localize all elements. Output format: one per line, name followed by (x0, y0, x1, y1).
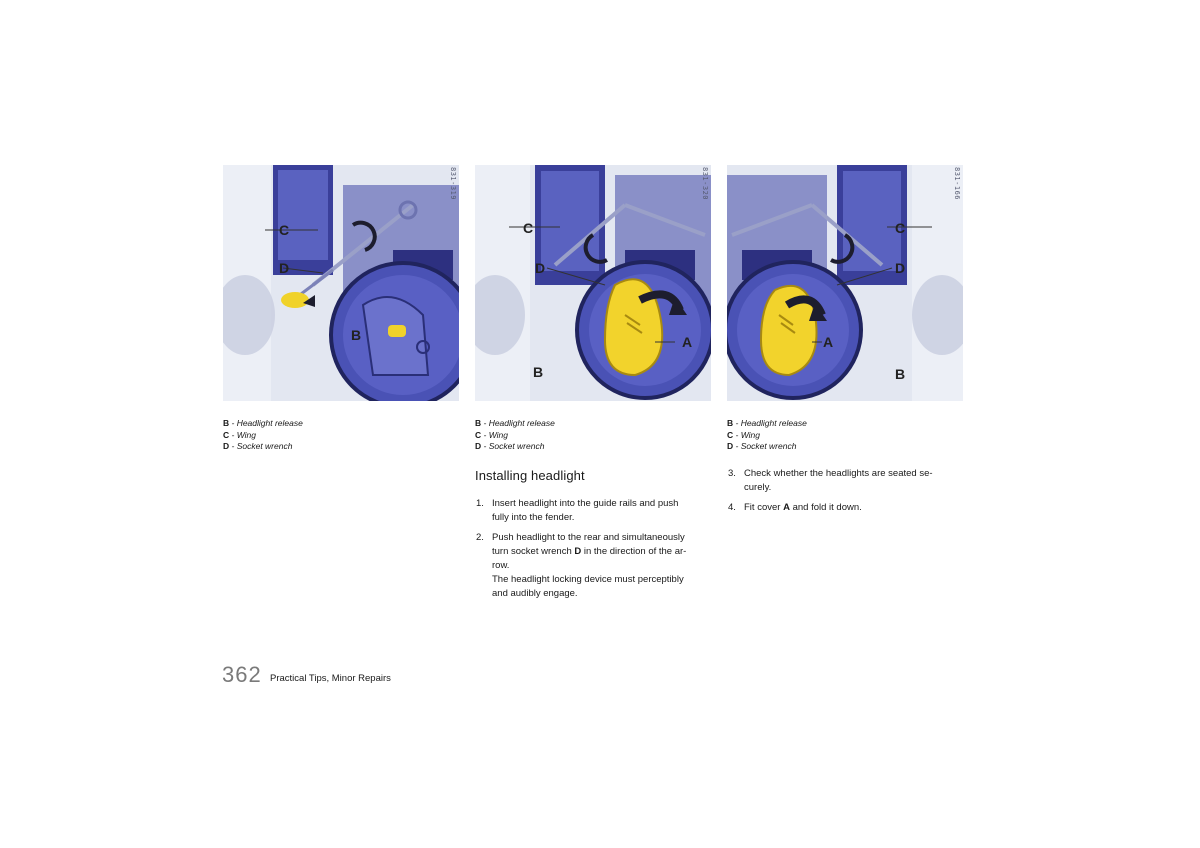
caption-row (475, 418, 555, 430)
caption-row (223, 430, 303, 442)
figure-3-code: 831-166 (953, 167, 961, 201)
caption-text: - Socket wrench (733, 441, 797, 452)
caption-text: - Wing (229, 429, 256, 440)
figure-2-label-d: D (535, 260, 546, 276)
figure-2-label-a: A (682, 334, 693, 350)
chapter-title: Practical Tips, Minor Repairs (270, 673, 391, 684)
section-heading: Installing headlight (475, 468, 585, 483)
figure-1-label-d: D (279, 260, 290, 276)
figure-2-label-c: C (523, 220, 534, 236)
step-bold-letter: D (574, 546, 582, 557)
step-item (476, 531, 716, 601)
caption-letter: C (727, 429, 734, 440)
step-line (492, 545, 716, 559)
caption-letter: B (727, 418, 734, 428)
figure-1-label-b: B (351, 327, 362, 343)
caption-text: - Wing (481, 429, 508, 440)
step-text: turn socket wrench (492, 546, 575, 557)
figure-3-label-c: C (895, 220, 906, 236)
step-line: row. (492, 560, 510, 571)
step-number: 3. (728, 468, 736, 479)
figure-1-caption (223, 418, 303, 453)
caption-text: - Wing (733, 429, 760, 440)
step-item (476, 497, 716, 525)
caption-letter: C (223, 429, 230, 440)
caption-row (727, 418, 807, 430)
figure-1-code: 831-319 (449, 167, 457, 201)
caption-text: - Socket wrench (481, 441, 545, 452)
caption-text: - Headlight release (733, 418, 807, 428)
caption-row (223, 418, 303, 430)
step-text: Fit cover (744, 502, 784, 513)
caption-letter: D (727, 441, 734, 452)
figure-3-caption (727, 418, 807, 453)
steps-list-right (728, 467, 968, 521)
figure-3-label-b: B (895, 366, 906, 382)
caption-text: - Headlight release (481, 418, 555, 428)
step-bold-letter: A (783, 502, 790, 513)
caption-letter: B (475, 418, 482, 428)
figure-1 (223, 165, 459, 401)
figure-2 (475, 165, 711, 401)
page-number: 362 (222, 662, 262, 687)
figure-2-label-b: B (533, 364, 544, 380)
step-text: in the direction of the ar- (581, 546, 687, 557)
step-line: Push headlight to the rear and simultaneously (492, 532, 685, 543)
figure-3-label-a: A (823, 334, 834, 350)
figure-2-illustration (475, 165, 711, 401)
step-number: 2. (476, 532, 484, 543)
caption-letter: D (475, 441, 482, 452)
caption-letter: C (475, 429, 482, 440)
step-line: Check whether the headlights are seated se- (744, 468, 933, 479)
steps-list-left (476, 497, 716, 607)
caption-row (475, 441, 555, 453)
step-number: 4. (728, 502, 736, 513)
step-line (744, 501, 968, 515)
caption-row (727, 441, 807, 453)
figure-1-illustration (223, 165, 459, 401)
figure-2-caption (475, 418, 555, 453)
caption-text: - Socket wrench (229, 441, 293, 452)
figure-2-code: 831-320 (701, 167, 709, 201)
step-line: curely. (744, 482, 772, 493)
step-line: Insert headlight into the guide rails and push (492, 498, 679, 509)
step-item (728, 467, 968, 495)
caption-letter: D (223, 441, 230, 452)
step-line: fully into the fender. (492, 512, 575, 523)
figure-3-illustration (727, 165, 963, 401)
caption-letter: B (223, 418, 230, 428)
step-line: The headlight locking device must perceptibly (492, 574, 684, 585)
step-line: and audibly engage. (492, 588, 578, 599)
caption-row (223, 441, 303, 453)
figure-3-label-d: D (895, 260, 906, 276)
step-number: 1. (476, 498, 484, 509)
figure-3 (727, 165, 963, 401)
step-item (728, 501, 968, 515)
caption-row (727, 430, 807, 442)
figure-1-label-c: C (279, 222, 290, 238)
caption-text: - Headlight release (229, 418, 303, 428)
caption-row (475, 430, 555, 442)
step-text: and fold it down. (789, 502, 862, 513)
